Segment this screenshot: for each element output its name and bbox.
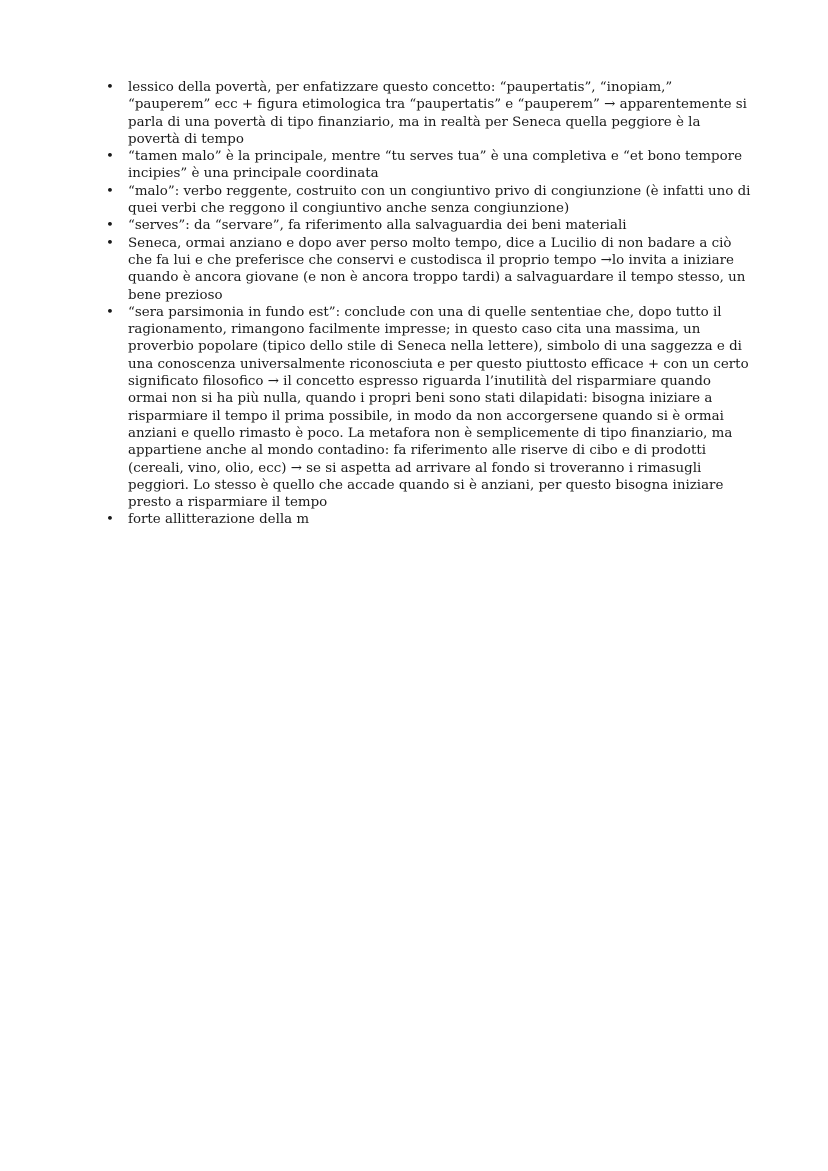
list-item (104, 148, 752, 183)
list-item-text: lessico della povertà, per enfatizzare questo concetto: “paupertatis”, “inopiam,” “pauperem” ecc + figura etimologica tra “paupertatis” e “pauperem” → apparentemente si parla di una povertà di tipo finanziario, ma in realtà per Seneca quella peggiore è la povertà di tempo (128, 80, 747, 147)
list-item (104, 183, 752, 218)
list-item-text: “serves”: da “servare”, fa riferimento alla salvaguardia dei beni materiali (128, 218, 627, 234)
bullet-icon: • (106, 80, 114, 95)
bullet-icon: • (106, 149, 114, 165)
bullet-icon: • (106, 218, 114, 234)
bullet-icon: • (106, 183, 114, 199)
list-item (104, 79, 752, 148)
bullet-icon: • (106, 304, 114, 320)
list-item-text: Seneca, ormai anziano e dopo aver perso molto tempo, dice a Lucilio di non badare a ciò che fa lui e che preferisce che conservi e custodisca il proprio tempo →lo invita a iniziare quando è ancora giovane (e non è ancora troppo tardi) a salvaguardare il tempo stesso, un bene prezioso (128, 235, 746, 303)
bullet-icon: • (106, 235, 114, 251)
notes-bullet-list (104, 79, 752, 529)
list-item-text: “tamen malo” è la principale, mentre “tu serves tua” è una completiva e “et bono tempore incipies” è una principale coordinata (128, 149, 743, 182)
list-item (104, 304, 752, 512)
bullet-icon: • (106, 512, 114, 528)
list-item-text: forte allitterazione della m (128, 512, 310, 528)
list-item (104, 235, 752, 304)
list-item (104, 511, 752, 528)
list-item (104, 217, 752, 234)
list-item-text: “malo”: verbo reggente, costruito con un congiuntivo privo di congiunzione (è infatti uno di quei verbi che reggono il congiuntivo anche senza congiunzione) (128, 183, 751, 217)
list-item-text: “sera parsimonia in fundo est”: conclude con una di quelle sententiae che, dopo tutto il ragionamento, rimangono facilmente impresse; in questo caso cita una massima, un proverbio popolare (tipico dello stile di Seneca nella lettere), simbolo di una saggezza e di una conoscenza universalmente riconosciuta e per questo piuttosto efficace + con un certo significato filosofico → il concetto espresso riguarda l’inutilità del risparmiare quando ormai non si ha più nulla, quando i propri beni sono stati dilapidati: bisogna iniziare a risparmiare il tempo il prima possibile, in modo da non accorgersene quando si è ormai anziani e quello rimasto è poco. La metafora non è semplicemente di tipo finanziario, ma appartiene anche al mondo contadino: fa riferimento alle riserve di cibo e di prodotti (cereali, vino, olio, ecc) → se si aspetta ad arrivare al fondo si troveranno i rimasugli peggiori. Lo stesso è quello che accade quando si è anziani, per questo bisogna iniziare presto a risparmiare il tempo (128, 304, 749, 511)
